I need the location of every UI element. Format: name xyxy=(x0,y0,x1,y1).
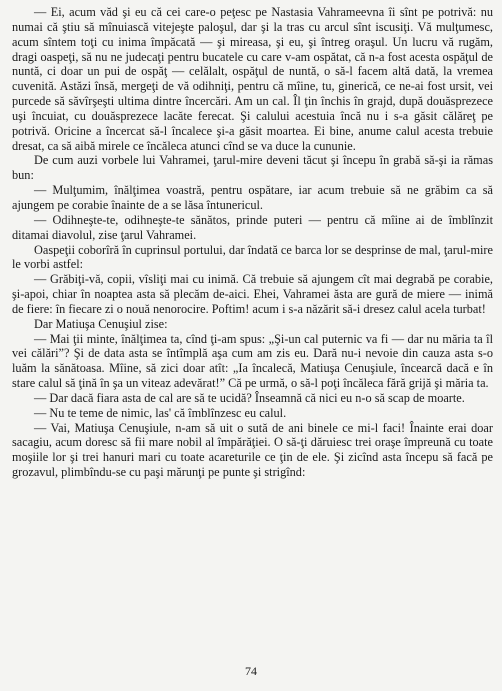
paragraph-4: — Odihneşte-te, odihneşte-te sănătos, prinde puteri — pentru că mîine ai de îmblînzit ditamai diavolul, zise ţarul Vahramei. xyxy=(12,212,493,242)
paragraph-5: Oaspeţii coborîră în cuprinsul portului, dar îndată ce barca lor se desprinse de mal, ţarul-mire le vorbi astfel: xyxy=(12,242,493,272)
paragraph-7: Dar Matiuşa Cenuşiul zise: xyxy=(34,316,168,331)
paragraph-11: — Vai, Matiuşa Cenuşiule, n-am să uit o sută de ani binele ce mi-l faci! Înainte erai doar sacagiu, acum doresc să fii mare nobil al împărăţiei. O să-ţi dăruiesc trei oraşe împreună cu toate moşiile lor şi trei hanuri mari cu toate acareturile ce ţin de ele. Şi zicînd asta începu să facă pe grozavul, plimbîndu-se cu paşi mărunţi pe punte şi strigînd: xyxy=(12,420,493,480)
paragraph-2: De cum auzi vorbele lui Vahramei, ţarul-mire deveni tăcut şi începu în grabă să-şi ia rămas bun: xyxy=(12,153,493,183)
paragraph-10: — Nu te teme de nimic, las' că îmblînzesc eu calul. xyxy=(34,405,287,420)
paragraph-6: — Grăbiţi-vă, copii, vîsliţi mai cu inimă. Că trebuie să ajungem cît mai degrabă pe corabie, şi-apoi, chiar în noaptea asta să plecăm de-aici. Ehei, Vahramei ăsta are gură de miere — inimă de fiere: în fiecare zi o nouă nenorocire. Poftim! acum i s-a năzărit să-i dresez calul acela turbat! xyxy=(12,272,493,316)
paragraph-8: — Mai ţii minte, înălţimea ta, cînd ţi-am spus: „Şi-un cal puternic va fi — dar nu măria ta îl vei călări”? Şi de data asta se întîmplă aşa cum am zis eu. Dară nu-i nevoie din cauza asta s-o luăm la sănătoasa. Mîine, să zici doar atît: „Ia încalecă, Matiuşa Cenuşiule, încearcă dacă e în stare calul să ţină în şa un viteaz adevărat!” Că pe urmă, o să-l poţi încăleca fără grijă şi măria ta. xyxy=(12,331,493,391)
paragraph-3: — Mulţumim, înălţimea voastră, pentru ospătare, iar acum trebuie să ne grăbim ca să ajungem pe corabie înainte de a se lăsa întunericul. xyxy=(12,183,493,212)
paragraph-9: — Dar dacă fiara asta de cal are să te ucidă? Înseamnă că nici eu n-o să scap de moarte. xyxy=(34,390,465,405)
paragraph-1: — Ei, acum văd şi eu că cei care-o peţesc pe Nastasia Vahrameevna îi sînt pe potrivă: nu numai că ştiu să mînuiască vitejeşte paloşul, dar şi la tras cu arcul sînt iscusiţi. Vă mulţumesc, acum sîntem toţi cu inima împăcată — şi mireasa, şi eu, şi întreg oraşul. Un lucru vă rugăm, dragi oaspeţi, să nu ne judecaţi pentru bucatele cu care v-am ospătat, că n-a fost acesta ospăţul de nuntă, ci doar un pui de ospăţ — celălalt, ospăţul de nuntă, o să-l facem altă dată, la vremea cuvenită. Astăzi însă, mergeţi de vă odihniţi, pentru că mîine, tu, ginerică, ce ne-ai fost ursit, vei purcede să săvîrşeşti ultima dintre încercări. Am un cal. Îl ţin închis în grajd, după douăsprezece uşi încuiat, cu douăsprezece lacăte ferecat. Şi calului acestuia încă nu i s-a găsit călăreţ pe potrivă. Oricine a încercat să-l încalece şi-a găsit moartea. Ei bine, anume calul acesta trebuie dresat, ca să aibă mirele ce încăleca atunci cînd se va duce la cununie. xyxy=(12,5,493,153)
page-number: 74 xyxy=(245,664,257,678)
page-text xyxy=(12,5,493,480)
